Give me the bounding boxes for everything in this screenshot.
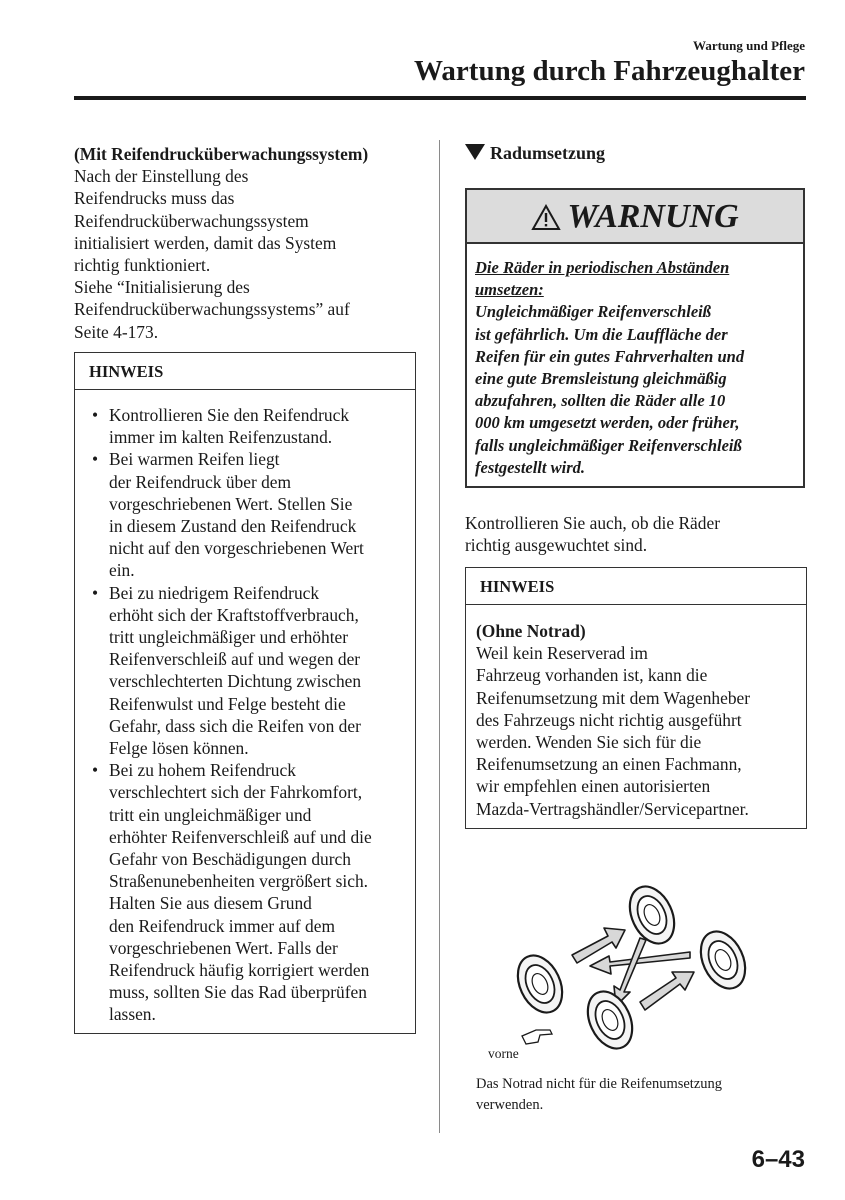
warning-line: ist gefährlich. Um die Lauffläche der: [475, 324, 728, 344]
column-divider: [439, 140, 440, 1133]
bullet-icon: •: [92, 760, 99, 781]
intro-line: Nach der Einstellung des: [74, 166, 249, 187]
list-item-line: tritt ungleichmäßiger und erhöhter: [109, 627, 349, 648]
hinweis-line: wir empfehlen einen autorisierten: [476, 776, 711, 797]
warning-heading-line: Die Räder in periodischen Abständen: [475, 258, 730, 277]
warning-line: Ungleichmäßiger Reifenverschleiß: [475, 302, 712, 322]
hinweis-line: Weil kein Reserverad im: [476, 643, 648, 664]
intro-line: Reifendrucküberwachungssystem: [74, 210, 309, 231]
list-item-line: nicht auf den vorgeschriebenen Wert: [109, 538, 364, 559]
tire-rear-left: [621, 880, 683, 951]
list-item-line: Halten Sie aus diesem Grund: [109, 893, 312, 914]
warning-triangle-icon: [531, 204, 561, 231]
intro-line: Siehe “Initialisierung des: [74, 277, 250, 298]
list-item-line: Reifenverschleiß auf und wegen der: [109, 649, 361, 670]
hinweis-line: Reifenumsetzung mit dem Wagenheber: [476, 687, 751, 708]
front-label: vorne: [488, 1046, 519, 1061]
warning-line: festgestellt wird.: [475, 457, 585, 477]
list-item-line: Gefahr, dass sich die Reifen von der: [109, 715, 361, 736]
list-item-line: Reifenwulst und Felge besteht die: [109, 693, 346, 714]
pointing-hand-icon: [522, 1030, 552, 1044]
paragraph-line: richtig ausgewuchtet sind.: [465, 535, 648, 556]
warning-line: Reifen für ein gutes Fahrverhalten und: [475, 346, 745, 366]
list-item-line: tritt ein ungleichmäßiger und: [109, 804, 312, 825]
tire-rotation-illustration: [480, 880, 780, 1050]
header-rule: [74, 96, 806, 100]
caption-line: verwenden.: [476, 1097, 544, 1113]
intro-line: initialisiert werden, damit das System: [74, 232, 337, 253]
warning-label: WARNUNG: [567, 198, 739, 235]
list-item-line: vorgeschriebenen Wert. Falls der: [109, 937, 338, 958]
bullet-icon: •: [92, 405, 99, 425]
list-item-line: Bei zu niedrigem Reifendruck: [109, 582, 320, 603]
list-item: [75, 404, 415, 448]
intro-line: Seite 4-173.: [74, 321, 159, 342]
list-item-line: lassen.: [109, 1004, 156, 1025]
figure-caption: [476, 1074, 796, 1116]
hinweis-heading: (Ohne Notrad): [476, 621, 586, 641]
hinweis-body: [466, 605, 806, 820]
list-item-line: Kontrollieren Sie den Reifendruck: [109, 405, 350, 425]
list-item-line: erhöht sich der Kraftstoffverbrauch,: [109, 604, 359, 625]
subsection-title: [465, 143, 605, 164]
list-item: [75, 448, 415, 581]
subsection-title-text: Radumsetzung: [490, 143, 606, 163]
list-item-line: den Reifendruck immer auf dem: [109, 915, 335, 936]
list-item-line: erhöhter Reifenverschleiß auf und die: [109, 826, 372, 847]
tire-rear-right: [692, 924, 754, 995]
list-item-line: ein.: [109, 560, 135, 581]
warning-heading-line: umsetzen:: [475, 280, 544, 300]
wheel-balance-note: [465, 512, 805, 556]
hinweis-line: werden. Wenden Sie sich für die: [476, 732, 702, 753]
tire-front-right: [579, 984, 641, 1050]
hinweis-bullet-list: [75, 390, 415, 1026]
list-item-line: Bei zu hohem Reifendruck: [109, 760, 296, 781]
warning-box: [465, 188, 805, 488]
list-item-line: Reifendruck häufig korrigiert werden: [109, 960, 370, 981]
list-item: [75, 582, 415, 760]
hinweis-line: Fahrzeug vorhanden ist, kann die: [476, 665, 708, 686]
warning-body: [467, 244, 803, 479]
list-item-line: verschlechterten Dichtung zwischen: [109, 671, 362, 692]
section-label: Wartung und Pflege: [693, 38, 805, 53]
intro-line: Reifendrucks muss das: [74, 188, 235, 209]
list-item: [75, 759, 415, 1025]
hinweis-label: HINWEIS: [466, 568, 806, 605]
bullet-icon: •: [92, 582, 99, 603]
list-item-line: Bei warmen Reifen liegt: [109, 449, 280, 470]
warning-line: 000 km umgesetzt werden, oder früher,: [475, 413, 740, 433]
hinweis-line: des Fahrzeugs nicht richtig ausgeführt: [476, 709, 742, 730]
intro-line: Reifendrucküberwachungssystems” auf: [74, 299, 350, 320]
hinweis-line: Mazda-Vertragshändler/Servicepartner.: [476, 798, 749, 819]
triangle-down-icon: [465, 144, 485, 160]
list-item-line: muss, sollten Sie das Rad überprüfen: [109, 982, 367, 1003]
list-item-line: immer im kalten Reifenzustand.: [109, 427, 333, 448]
bullet-icon: •: [92, 449, 99, 470]
hinweis-line: Reifenumsetzung an einen Fachmann,: [476, 754, 742, 775]
intro-heading: (Mit Reifendrucküberwachungssystem): [74, 144, 369, 164]
list-item-line: vorgeschriebenen Wert. Stellen Sie: [109, 493, 353, 514]
warning-header: [467, 190, 803, 244]
caption-line: Das Notrad nicht für die Reifenumsetzung: [476, 1076, 723, 1092]
list-item-line: Straßenunebenheiten vergrößert sich.: [109, 871, 368, 892]
list-item-line: Felge lösen können.: [109, 738, 249, 759]
intro-line: richtig funktioniert.: [74, 255, 211, 276]
hinweis-box-tire-pressure: [74, 352, 416, 1034]
page-number: 6–43: [751, 1146, 805, 1173]
warning-line: falls ungleichmäßiger Reifenverschleiß: [475, 435, 742, 455]
paragraph-line: Kontrollieren Sie auch, ob die Räder: [465, 513, 720, 533]
list-item-line: verschlechtert sich der Fahrkomfort,: [109, 782, 363, 803]
warning-line: eine gute Bremsleistung gleichmäßig: [475, 369, 727, 389]
intro-text-block: [74, 143, 424, 343]
list-item-line: der Reifendruck über dem: [109, 471, 292, 492]
list-item-line: in diesem Zustand den Reifendruck: [109, 516, 357, 537]
list-item-line: Gefahr von Beschädigungen durch: [109, 849, 351, 870]
warning-line: abzufahren, sollten die Räder alle 10: [475, 391, 726, 411]
page-title: Wartung durch Fahrzeughalter: [414, 55, 805, 87]
hinweis-box-spare-wheel: [465, 567, 807, 829]
tire-front-left: [509, 948, 571, 1019]
hinweis-label: HINWEIS: [75, 353, 415, 390]
